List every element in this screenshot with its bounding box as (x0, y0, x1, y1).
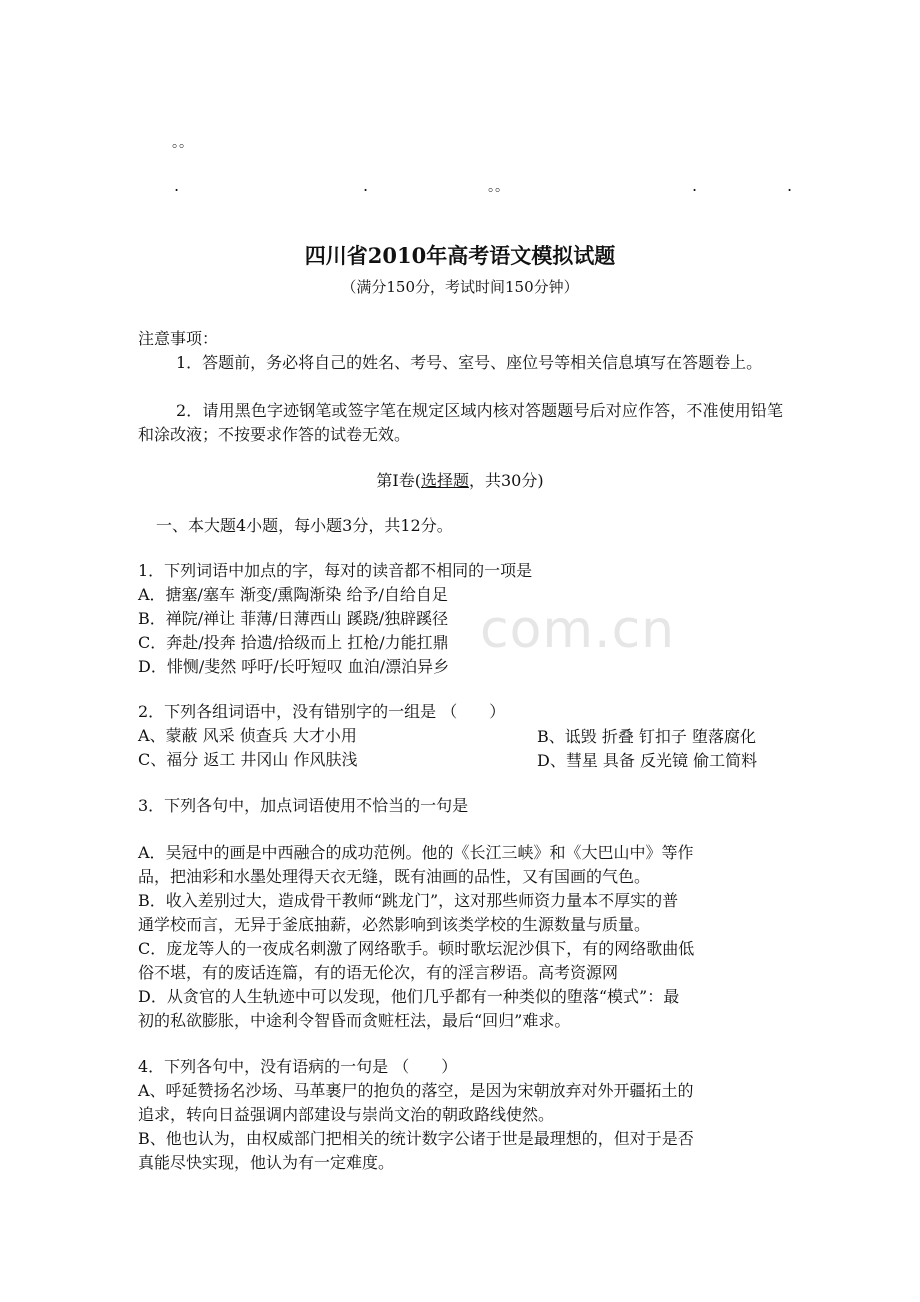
q4-option-a-line2: 追求，转向日益强调内部建设与崇尚文治的朝政路线使然。 (138, 1105, 555, 1124)
header-circles: 。。 (172, 135, 193, 151)
q3-option-a-line1: A．吴冠中的画是中西融合的成功范例。他的《长江三峡》和《大巴山中》等作 (138, 843, 694, 862)
q4-option-b-line2: 真能尽快实现，他认为有一定难度。 (138, 1153, 395, 1172)
section-heading (0, 468, 920, 491)
q1-option-d: D．悱恻/斐然 呼吁/长吁短叹 血泊/漂泊异乡 (138, 657, 450, 676)
q3-option-d-line2: 初的私欲膨胀，中途利令智昏而贪赃枉法，最后“回归”难求。 (138, 1011, 571, 1030)
watermark: com.cn (480, 600, 676, 660)
q3-option-c-line2: 俗不堪，有的废话连篇，有的语无伦次，有的淫言秽语。高考资源网 (138, 963, 619, 982)
notice-item-2: 2．请用黑色字迹钢笔或签字笔在规定区域内核对答题题号后对应作答，不准使用铅笔和涂改液；不按要求作答的试卷无效。 (138, 401, 783, 444)
page-title: 四川省2010年高考语文模拟试题 (304, 243, 616, 268)
section-heading-suffix: ，共30分) (468, 471, 544, 490)
q2-option-a: A、蒙蔽 风采 侦查兵 大才小用 (138, 726, 357, 745)
page-subtitle: （满分150分，考试时间150分钟） (341, 278, 579, 296)
part-heading: 一、本大题4小题，每小题3分，共12分。 (156, 516, 453, 535)
q2-option-c: C、福分 返工 井冈山 作风肤浅 (138, 750, 358, 769)
header-dot-1: . (174, 176, 180, 195)
q1-option-a: A．搪塞/塞车 渐变/熏陶渐染 给予/自给自足 (138, 585, 448, 604)
header-dot-2: . (363, 176, 369, 195)
notice-item-1: 1．答题前，务必将自己的姓名、考号、室号、座位号等相关信息填写在答题卷上。 (176, 353, 763, 372)
q2-option-d: D、彗星 具备 反光镜 偷工简料 (537, 751, 758, 770)
header-dot-4: . (692, 176, 698, 195)
section-heading-underlined: 选择题 (420, 471, 469, 490)
header-dot-3: 。。 (488, 179, 509, 195)
q1-option-b: B．禅院/禅让 菲薄/日薄西山 蹊跷/独辟蹊径 (138, 609, 449, 628)
q3-option-d-line1: D．从贪官的人生轨迹中可以发现，他们几乎都有一种类似的堕落“模式”：最 (138, 987, 680, 1006)
q4-option-b-line1: B、他也认为，由权威部门把相关的统计数字公诸于世是最理想的，但对于是否 (138, 1129, 694, 1148)
notice-heading: 注意事项： (138, 329, 219, 348)
q3-option-b-line1: B．收入差别过大，造成骨干教师“跳龙门”，这对那些师资力量本不厚实的普 (138, 891, 679, 910)
q1-stem: 1．下列词语中加点的字，每对的读音都不相同的一项是 (138, 561, 533, 580)
q4-option-a-line1: A、呼延赞扬名沙场、马革裹尸的抱负的落空，是因为宋朝放弃对外开疆拓土的 (138, 1081, 694, 1100)
header-dot-5: . (787, 176, 793, 195)
q3-option-c-line1: C．庞龙等人的一夜成名刺激了网络歌手。顿时歌坛泥沙俱下，有的网络歌曲低 (138, 939, 695, 958)
q2-stem: 2．下列各组词语中，没有错别字的一组是 （ ） (138, 702, 506, 721)
q4-stem: 4．下列各句中，没有语病的一句是 （ ） (138, 1057, 458, 1076)
q3-option-a-line2: 品，把油彩和水墨处理得天衣无缝，既有油画的品性，又有国画的气色。 (138, 867, 651, 886)
q3-stem: 3．下列各句中，加点词语使用不恰当的一句是 (138, 796, 469, 815)
q2-option-b: B、诋毁 折叠 钉扣子 堕落腐化 (537, 727, 757, 746)
section-heading-prefix: 第Ⅰ卷( (376, 471, 421, 490)
q3-option-b-line2: 通学校而言，无异于釜底抽薪，必然影响到该类学校的生源数量与质量。 (138, 915, 651, 934)
q1-option-c: C．奔赴/投奔 拾遗/拾级而上 扛枪/力能扛鼎 (138, 633, 449, 652)
